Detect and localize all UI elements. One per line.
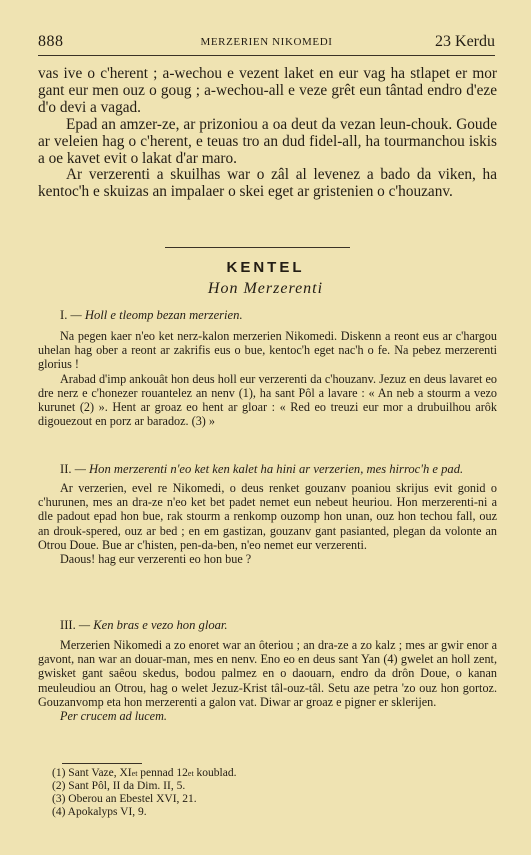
section-numeral: II. xyxy=(60,462,72,476)
footnote-superscript: et xyxy=(131,769,138,778)
kentel-heading: KENTEL xyxy=(226,259,305,276)
section-paragraph: Merzerien Nikomedi a zo enoret war an ôteriou ; an dra-ze a zo kalz ; mes ar gwir enor a gavont, nan war an douar-man, mes en nenv. Eno eo en deus sant Yan (4) gwelet an holl zent, gwisket gant saêou skedus, bodou palmez en o daouarn, endro da drôn Doue, o kanan meuleudiou an Otrou, hag o welet Jezuz-Krist tâl-ouz-tâl. Setu aze petra 'zo ouz hon gortoz. Gouzanvomp eta hon merzerenti a galon vat. Diwar ar groaz e pigner er sklerijen. xyxy=(38,638,497,709)
intro-paragraph: Ar verzerenti a skuilhas war o zâl al levenez a bado da viken, ha kentoc'h e skuizas an impalaer o skei eget ar gristenien o c'houzanv. xyxy=(38,166,497,201)
footnote-text: Apokalyps VI, 9. xyxy=(67,806,147,818)
footnotes xyxy=(52,767,236,819)
section-heading xyxy=(38,618,497,633)
intro-paragraph: vas ive o c'herent ; a-wechou e vezent laket en eur vag ha stlapet er mor gant eur men ouz o goug ; a-wechou-all e veze grêt eun tântad endro d'eze d'o devi a vagad. xyxy=(38,65,497,116)
footnote-rule xyxy=(62,763,142,764)
section-2 xyxy=(38,462,497,566)
section-divider xyxy=(165,247,350,248)
footnote-text: Sant Pôl, II da Dim. II, 5. xyxy=(68,780,186,792)
section-heading xyxy=(38,308,497,323)
section-title: — Hon merzerenti n'eo ket ken kalet ha hini ar verzerien, mes hirroc'h e pad. xyxy=(74,462,464,476)
footnote xyxy=(52,780,236,793)
section-paragraph: Daous! hag eur verzerenti eo hon bue ? xyxy=(60,552,252,567)
section-1 xyxy=(38,308,497,428)
section-numeral: III. xyxy=(60,618,76,632)
page-date: 23 Kerdu xyxy=(435,33,495,50)
section-heading xyxy=(38,462,497,477)
footnote-mark: (1) xyxy=(52,767,66,779)
section-paragraph: Arabad d'imp ankouât hon deus holl eur verzerenti da c'houzanv. Jezuz en deus lavaret eo dre nerz e c'honezer rouantelez an nenv (1), ha sant Pôl a lavare : « An neb a stourm a vezo kurunet (2) ». Hent ar groaz eo hent ar gloar : « Red eo treuzi eur mor a drubuilhou arôk digouezout en porz ar baradoz. (3) » xyxy=(38,371,497,429)
footnote-text: Sant Vaze, XI xyxy=(68,767,132,779)
section-numeral: I. xyxy=(60,308,68,322)
footnote xyxy=(52,806,236,819)
footnote-mark: (4) xyxy=(52,806,66,818)
header-rule xyxy=(38,55,495,56)
kentel-subtitle: Hon Merzerenti xyxy=(207,280,324,297)
footnote xyxy=(52,767,236,780)
footnote-mark: (3) xyxy=(52,793,66,805)
section-title: — Holl e tleomp bezan merzerien. xyxy=(70,308,243,322)
intro-paragraph: Epad an amzer-ze, ar prizoniou a oa deut da vezan leun-chouk. Goude ar veleien hag o c'herent, e teuas tro an dud fidel-all, ha tourmanchou iskis a oe kavet evit o lakat d'ar maro. xyxy=(38,115,497,167)
footnote-text: pennad 12 xyxy=(137,767,188,779)
section-title: — Ken bras e vezo hon gloar. xyxy=(78,618,228,632)
footnote xyxy=(52,793,236,806)
intro-text xyxy=(38,66,497,201)
section-paragraph: Ar verzerien, evel re Nikomedi, o deus renket gouzanv poaniou skrijus evit gonid o c'hurunen, mes an dra-ze n'eo ket bet padet nemet eun nebeut heuriou. Hon merzerenti-ni a dle padout epad hon bue, rak stourm a renkomp ouzomp hon unan, ouz hon techou fall, ouz an drouk-spered, ouz ar bed ; en em gastizan, gouzanv gant pasianted, plegan da volonte an Otrou Doue. Bue ar c'histen, pen-da-ben, n'eo nemet eur verzerenti. xyxy=(38,481,497,552)
running-title: MERZERIEN NIKOMEDI xyxy=(200,36,333,48)
section-3 xyxy=(38,618,497,723)
footnote-mark: (2) xyxy=(52,780,66,792)
page-header xyxy=(38,33,495,53)
footnote-superscript: et xyxy=(187,769,194,778)
closing-motto: Per crucem ad lucem. xyxy=(60,709,167,724)
section-paragraph: Na pegen kaer n'eo ket nerz-kalon merzerien Nikomedi. Diskenn a reont eus ar c'hargou uhelan hag ober a reont ar zakrifis eus o bue, kentoc'h eget nac'h o fe. Na pebez merzerenti glorius ! xyxy=(38,329,497,372)
footnote-text: koublad. xyxy=(193,767,237,779)
footnote-text: Oberou an Ebestel XVI, 21. xyxy=(68,793,197,805)
page-number: 888 xyxy=(38,33,64,50)
